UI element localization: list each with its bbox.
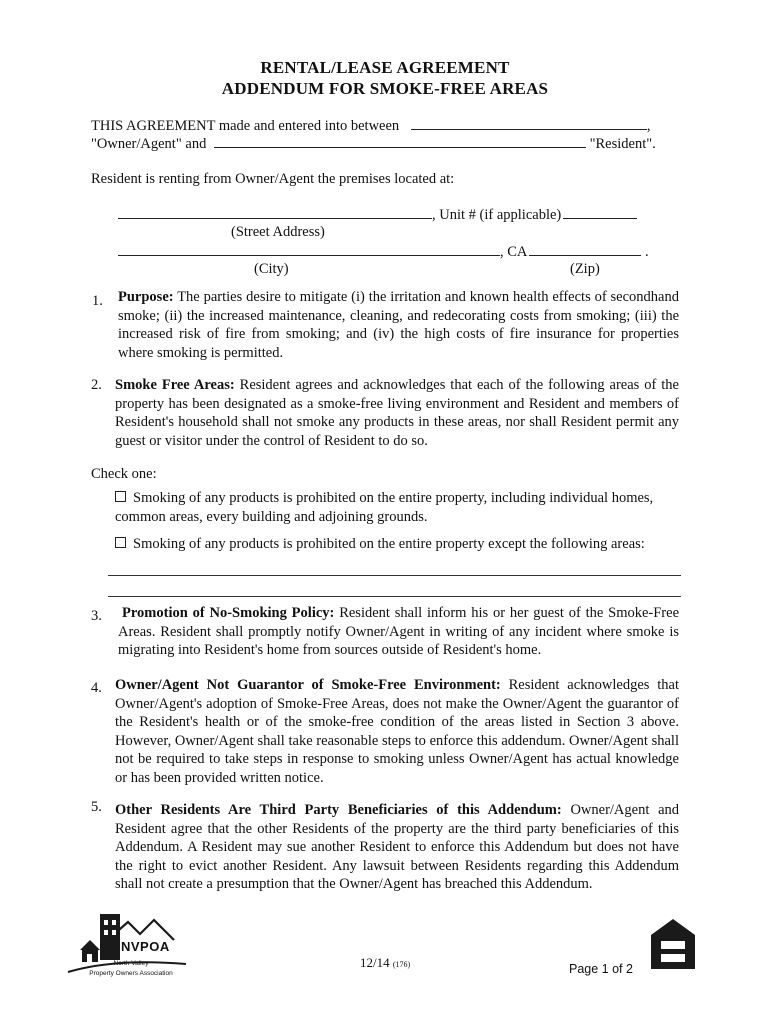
section-2-body: Resident agrees and acknowledges that each of the following areas of the property has been designated as a smoke-free living environment and Resident and members of Resident's household shall not smoke any products in these areas, nor shall Resident permit any guest or visitor under the control of Resident to do so. [115, 377, 679, 449]
zip-field[interactable] [529, 242, 641, 256]
section-3 [118, 604, 679, 660]
section-5-body: Owner/Agent and Resident agree that the other Residents of the property are the third party beneficiaries of this Addendum. A Resident may sue another Resident to enforce this Addendum but does not have the right to evict another Resident. Any lawsuit between Residents regarding this Addendum shall not create a presumption that the Owner/Agent has breached this Addendum. [115, 802, 680, 893]
section-5 [115, 801, 679, 894]
zip-label: (Zip) [570, 261, 600, 277]
section-3-number: 3. [91, 608, 102, 624]
resident-name-field[interactable] [214, 134, 586, 148]
footer-date: 12/14 (176) [360, 955, 411, 970]
city-field[interactable] [118, 242, 500, 256]
option-2-text: Smoking of any products is prohibited on the entire property except the following areas: [133, 536, 645, 552]
check-one-label: Check one: [91, 466, 157, 482]
section-1 [118, 288, 679, 362]
section-3-heading: Promotion of No-Smoking Policy: [122, 605, 335, 621]
section-1-heading: Purpose: [118, 289, 174, 305]
form-code: (176) [392, 960, 411, 969]
owner-name-field[interactable] [411, 116, 647, 130]
logo-org-line1: North Valley [113, 960, 149, 967]
city-line: , CA . [118, 242, 649, 262]
section-2-heading: Smoke Free Areas: [115, 377, 235, 393]
street-line: , Unit # (if applicable) [118, 205, 637, 225]
section-2 [115, 376, 679, 450]
logo-org-line2: Property Owners Association [89, 970, 173, 977]
document-title-line1: RENTAL/LEASE AGREEMENT [260, 58, 510, 77]
logo-text: NVPOA [121, 939, 170, 954]
street-address-label: (Street Address) [231, 224, 325, 240]
city-label: (City) [254, 261, 289, 277]
premises-intro: Resident is renting from Owner/Agent the premises located at: [91, 171, 455, 187]
section-4-body: Resident acknowledges that Owner/Agent's adoption of Smoke-Free Areas, does not make the Owner/Agent the guarantor of the Resident's health or of the smoke-free condition of the areas listed in Section 3 above. However, Owner/Agent shall take reasonable steps to enforce this addendum. Owner/Agent shall not be required to take steps in response to smoking unless Owner/Agent has actual knowledge or has been provided written notice. [115, 677, 680, 786]
section-4 [115, 676, 679, 788]
page-number: Page 1 of 2 [569, 962, 633, 976]
section-5-heading: Other Residents Are Third Party Beneficiaries of this Addendum: [115, 802, 562, 818]
section-5-number: 5. [91, 799, 102, 815]
intro-text: THIS AGREEMENT made and entered into between [91, 118, 400, 134]
section-1-body: The parties desire to mitigate (i) the irritation and known health effects of secondhand smoke; (ii) the increased maintenance, cleaning, and redecorating costs from smoking; (iii) the increased risk of fire from smoking; and (iv) the high costs of fire insurance for properties where smoking is permitted. [118, 289, 679, 361]
document-title-line2: ADDENDUM FOR SMOKE-FREE AREAS [221, 79, 549, 98]
option-1 [115, 489, 685, 526]
section-4-heading: Owner/Agent Not Guarantor of Smoke-Free Environment: [115, 677, 501, 693]
option-2-checkbox[interactable] [115, 537, 126, 548]
resident-label: "Resident". [589, 136, 656, 152]
section-3-body: Resident shall inform his or her guest of the Smoke-Free Areas. Resident shall promptly notify Owner/Agent in writing of any incident where smoke is migrating into Resident's home from sources outside of Resident's home. [118, 605, 680, 659]
intro-line2 [91, 134, 656, 154]
unit-number-field[interactable] [563, 205, 637, 219]
owner-agent-label: "Owner/Agent" and [91, 136, 207, 152]
equal-housing-icon [649, 917, 697, 971]
street-address-field[interactable] [118, 205, 432, 219]
section-4-number: 4. [91, 680, 102, 696]
exception-areas-line-2[interactable] [108, 596, 681, 597]
exception-areas-line-1[interactable] [108, 575, 681, 576]
section-1-number: 1. [92, 293, 103, 309]
option-1-text: Smoking of any products is prohibited on the entire property, including individual homes, common areas, every building and adjoining grounds. [115, 490, 654, 525]
intro-line1: THIS AGREEMENT made and entered into between , [91, 118, 651, 134]
option-2 [115, 535, 685, 554]
option-1-checkbox[interactable] [115, 491, 126, 502]
section-2-number: 2. [91, 377, 102, 393]
nvpoa-logo [66, 910, 196, 982]
